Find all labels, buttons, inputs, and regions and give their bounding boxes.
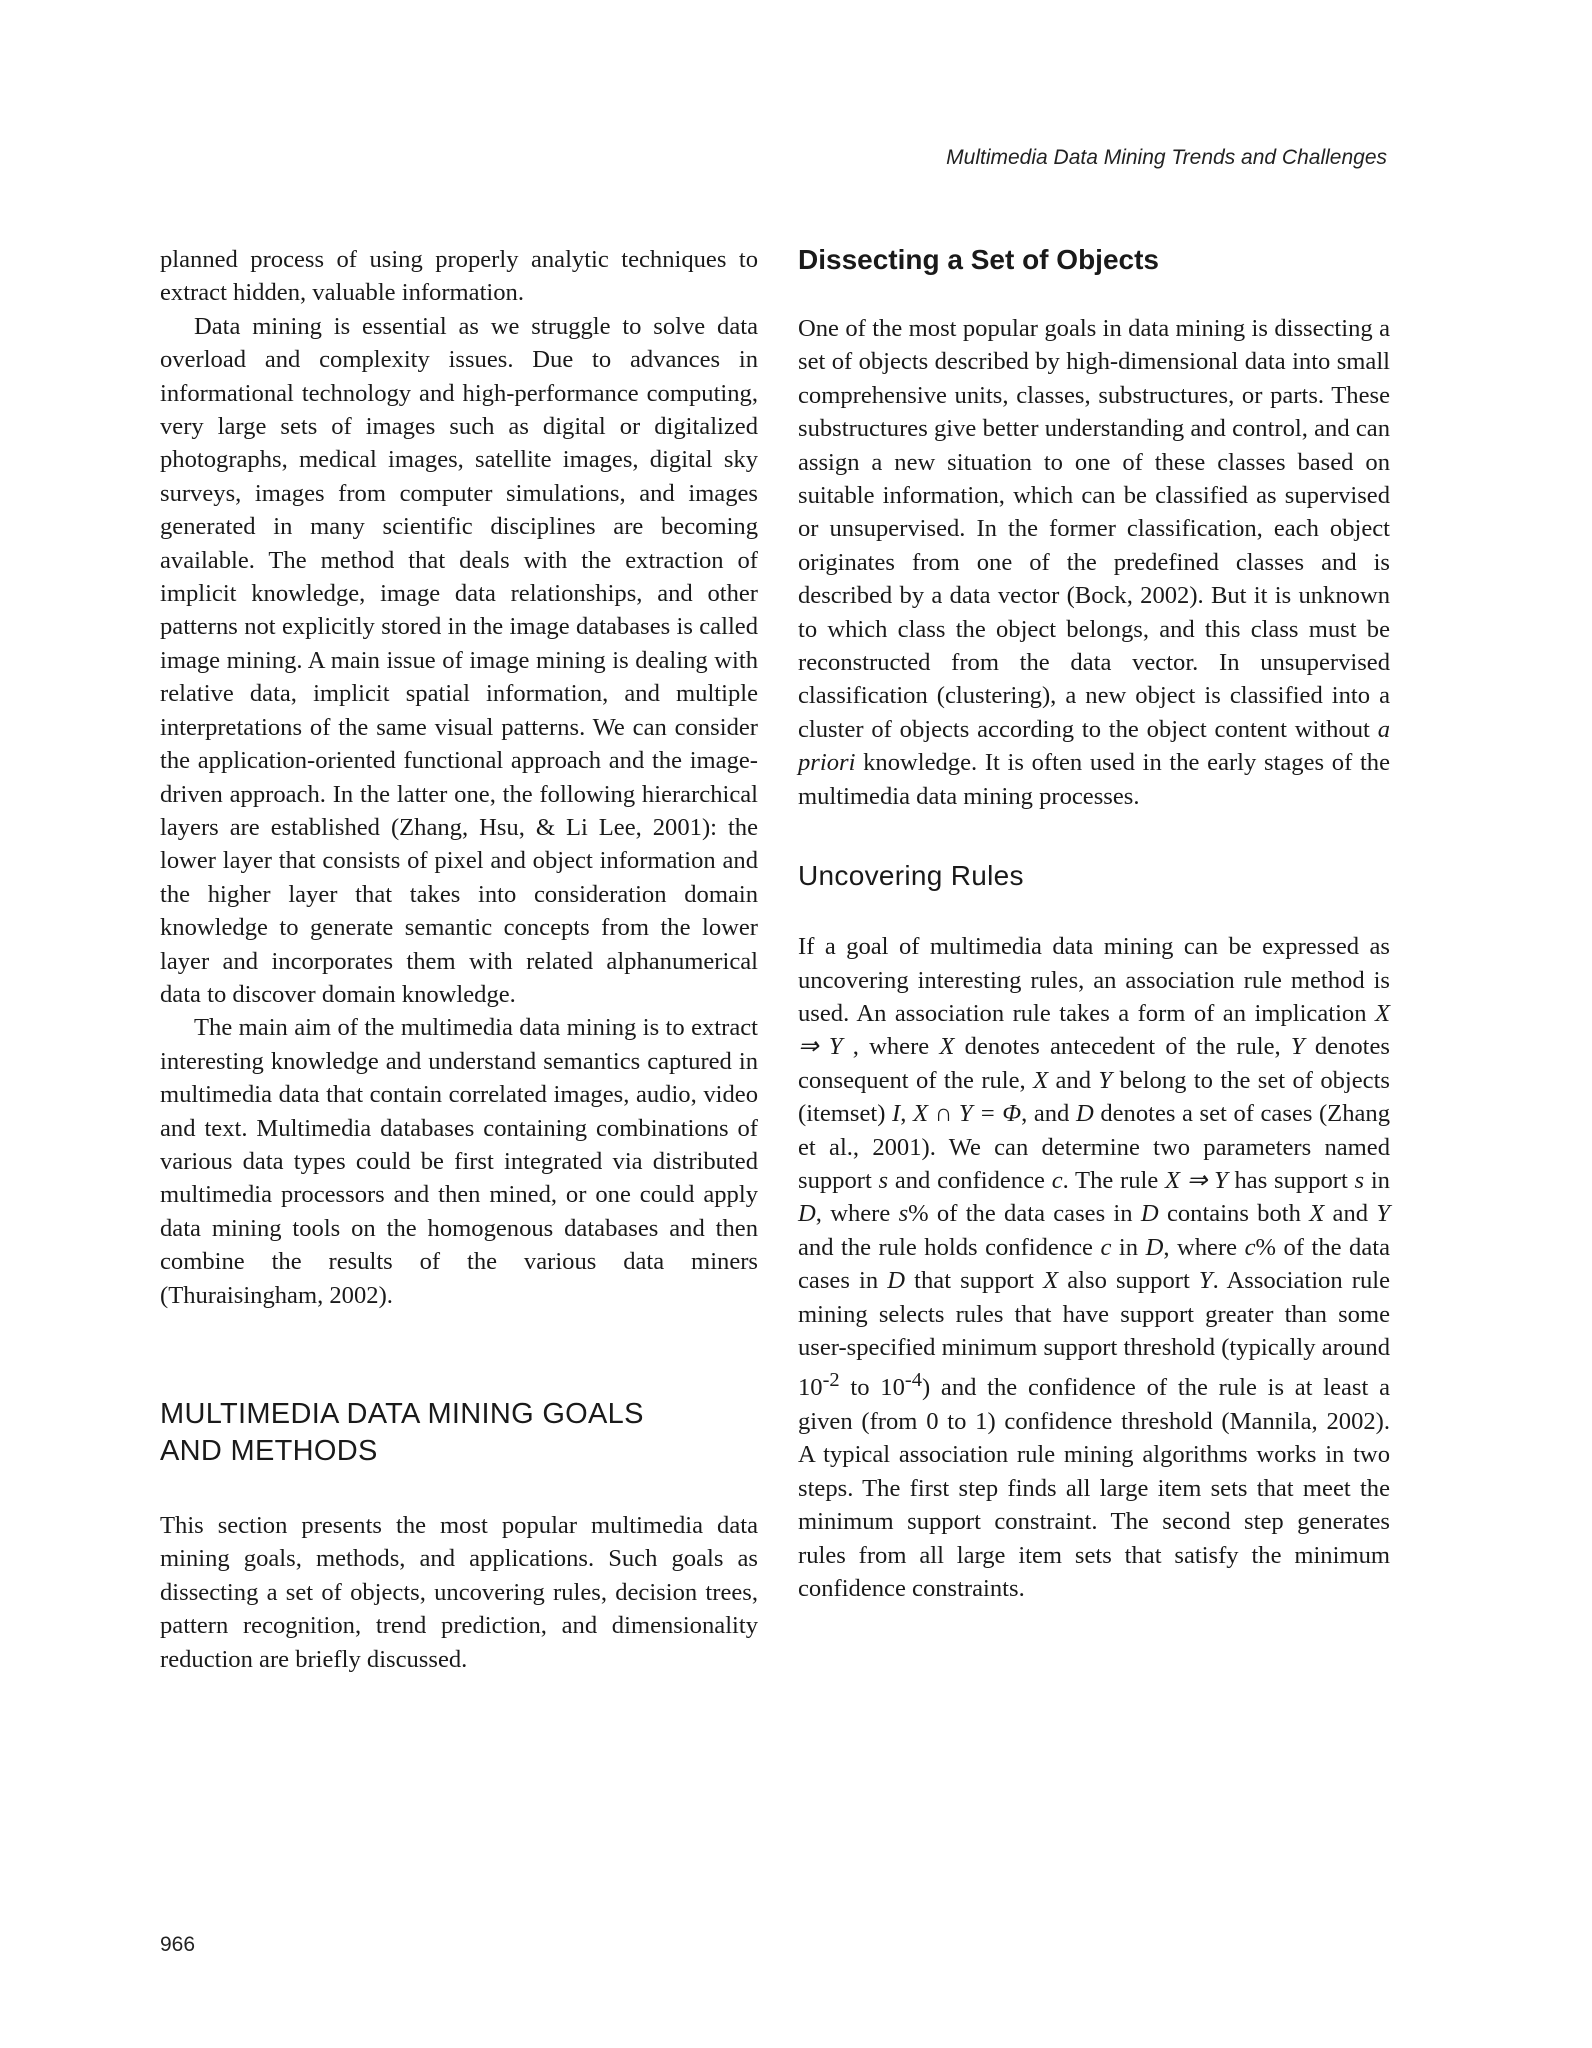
section-heading-line2: AND METHODS — [160, 1435, 378, 1467]
page-number: 966 — [160, 1933, 196, 1956]
right-column — [798, 243, 1390, 1605]
subsection-heading-dissecting: Dissecting a Set of Objects — [798, 244, 1159, 275]
left-column — [160, 243, 758, 1676]
section-heading-line1: MULTIMEDIA DATA MINING GOALS — [160, 1398, 644, 1430]
paragraph: One of the most popular goals in data mining is dissecting a set of objects described by high-dimensional data into small comprehensive units, classes, substructures, or parts. These substructures give better understanding and control, and can assign a new situation to one of these classes based on suitable information, which can be classified as supervised or unsupervised. In the former classification, each object originates from one of the predefined classes and is described by a data vector (Bock, 2002). But it is unknown to which class the object belongs, and this class must be reconstructed from the data vector. In unsupervised classification (clustering), a new object is classified into a cluster of objects according to the object content without a priori knowledge. It is often used in the early stages of the multimedia data mining processes. — [798, 315, 1391, 810]
paragraph: This section presents the most popular multimedia data mining goals, methods, and applications. Such goals as dissecting a set of objects, uncovering rules, decision trees, pattern recognition, trend prediction, and dimensionality reduction are briefly discussed. — [160, 1512, 758, 1673]
exponent: -4 — [904, 1369, 922, 1392]
running-head: Multimedia Data Mining Trends and Challenges — [946, 146, 1387, 169]
formula: X ∩ Y = Φ — [912, 1100, 1022, 1128]
subsection-heading-uncovering-rules: Uncovering Rules — [798, 860, 1024, 892]
formula: X ⇒ Y — [798, 999, 1390, 1061]
paragraph: If a goal of multimedia data mining can be expressed as uncovering interesting rules, an association rule method is used. An association rule takes a form of an implication X ⇒ Y , where X denotes antecedent of the rule, Y denotes consequent of the rule, X and Y belong to the set of objects (itemset) I, X ∩ Y = Φ, and D denotes a set of cases (Zhang et al., 2001). We can determine two parameters named support s and confidence c. The rule X ⇒ Y has support s in D, where s% of the data cases in D contains both X and Y and the rule holds confidence c in D, where c% of the data cases in D that support X also support Y. Association rule mining selects rules that have support greater than some user-specified minimum support threshold (typically around $10^{-2}$ to $10^{-4}$) and the confidence of the rule is at least a given (from 0 to 1) confidence threshold (Mannila, 2002). A typical association rule mining algorithms works in two steps. The first step finds all large item sets that meet the minimum support constraint. The second step generates rules from all large item sets that satisfy the minimum confidence constraints. — [798, 933, 1391, 1602]
emphasis: a priori — [798, 715, 1391, 777]
paragraph: The main aim of the multimedia data mining is to extract interesting knowledge and understand semantics captured in multimedia data that contain correlated images, audio, video and text. Multimedia databases containing combinations of various data types could be first integrated via distributed multimedia processors and then mined, or one could apply data mining tools on the homogenous databases and then combine the results of the various data miners (Thuraisingham, 2002). — [160, 1014, 758, 1309]
formula: X ⇒ Y — [1164, 1166, 1228, 1194]
section-heading — [160, 1396, 758, 1470]
paragraph: Data mining is essential as we struggle to solve data overload and complexity issues. Due to advances in informational technology and high-performance computing, very large sets of images such as digital or digitalized photographs, medical images, satellite images, digital sky surveys, images from computer simulations, and images generated in many scientific disciplines are becoming available. The method that deals with the extraction of implicit knowledge, image data relationships, and other patterns not explicitly stored in the image databases is called image mining. A main issue of image mining is dealing with relative data, implicit spatial information, and multiple interpretations of the same visual patterns. We can consider the application-oriented functional approach and the image-driven approach. In the latter one, the following hierarchical layers are established (Zhang, Hsu, & Li Lee, 2001): the lower layer that consists of pixel and object information and the higher layer that takes into consideration domain knowledge to generate semantic concepts from the lower layer and incorporates them with related alphanumerical data to discover domain knowledge. — [160, 312, 758, 1008]
exponent: -2 — [822, 1369, 840, 1392]
paragraph: planned process of using properly analytic techniques to extract hidden, valuable information. — [160, 246, 758, 307]
